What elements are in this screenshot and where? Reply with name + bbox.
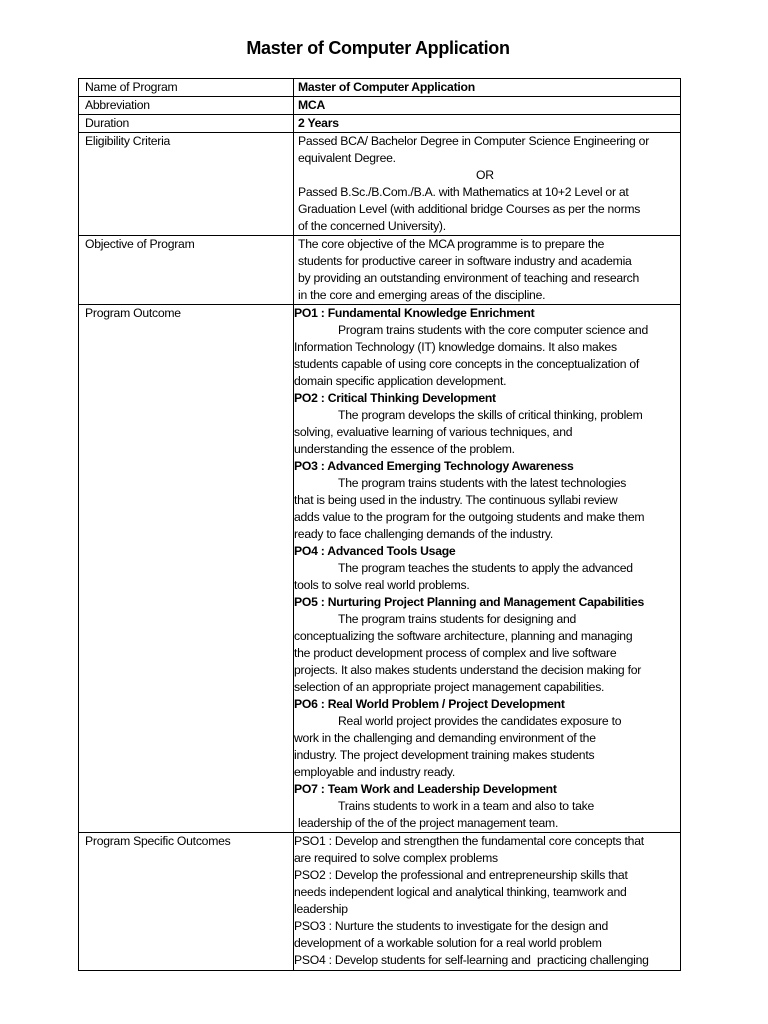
po-heading: PO3 : Advanced Emerging Technology Awareness <box>294 459 574 473</box>
po-line: Trains students to work in a team and also to take <box>338 799 594 813</box>
po-line: Program trains students with the core computer science and <box>338 323 648 337</box>
po-line: conceptualizing the software architecture, planning and managing <box>294 629 633 643</box>
table-row <box>79 97 681 115</box>
po-line: understanding the essence of the problem. <box>294 442 515 456</box>
value-program-outcome <box>294 305 681 833</box>
pso-line: needs independent logical and analytical thinking, teamwork and <box>294 885 627 899</box>
pso-line: are required to solve complex problems <box>294 851 498 865</box>
po-line: projects. It also makes students understand the decision making for <box>294 663 642 677</box>
pso-line: leadership <box>294 902 348 916</box>
pso-line: PSO1 : Develop and strengthen the fundamental core concepts that <box>294 834 644 848</box>
po-heading: PO1 : Fundamental Knowledge Enrichment <box>294 306 535 320</box>
po-body <box>294 713 678 781</box>
po-line: The program trains students for designing and <box>338 612 577 626</box>
po-line: The program trains students with the latest technologies <box>338 476 627 490</box>
eligibility-line: equivalent Degree. <box>298 151 396 165</box>
table-row <box>79 236 681 305</box>
po-heading: PO7 : Team Work and Leadership Development <box>294 782 557 796</box>
eligibility-line: of the concerned University). <box>298 219 446 233</box>
pso-line: PSO4 : Develop students for self-learning and practicing challenging <box>294 953 649 967</box>
eligibility-line: Passed B.Sc./B.Com./B.A. with Mathematics at 10+2 Level or at <box>298 185 629 199</box>
po-line: adds value to the program for the outgoing students and make them <box>294 510 645 524</box>
label-name-of-program: Name of Program <box>79 79 294 97</box>
po-heading: PO6 : Real World Problem / Project Development <box>294 697 565 711</box>
objective-line: The core objective of the MCA programme is to prepare the <box>298 237 605 251</box>
table-row <box>79 833 681 971</box>
po-line: solving, evaluative learning of various techniques, and <box>294 425 573 439</box>
objective-line: students for productive career in software industry and academia <box>298 254 632 268</box>
po-body <box>294 798 678 832</box>
pso-line: PSO3 : Nurture the students to investigate for the design and <box>294 919 609 933</box>
page-title: Master of Computer Application <box>246 38 510 58</box>
program-details-table <box>78 78 681 971</box>
po-body <box>294 560 678 594</box>
pso-line: PSO2 : Develop the professional and entrepreneurship skills that <box>294 868 628 882</box>
label-abbreviation: Abbreviation <box>79 97 294 115</box>
po-line: that is being used in the industry. The continuous syllabi review <box>294 493 618 507</box>
value-program-specific-outcomes <box>294 833 681 971</box>
po-line: work in the challenging and demanding environment of the <box>294 731 596 745</box>
pso-line: development of a workable solution for a real world problem <box>294 936 602 950</box>
po-line: Information Technology (IT) knowledge domains. It also makes <box>294 340 617 354</box>
value-objective <box>294 236 681 305</box>
po-line: domain specific application development. <box>294 374 507 388</box>
po-body <box>294 475 678 543</box>
po-heading: PO2 : Critical Thinking Development <box>294 391 496 405</box>
po-line: students capable of using core concepts in the conceptualization of <box>294 357 640 371</box>
po-line: Real world project provides the candidates exposure to <box>338 714 622 728</box>
po-body <box>294 322 678 390</box>
value-duration: 2 Years <box>294 115 681 133</box>
table-row <box>79 79 681 97</box>
po-line: employable and industry ready. <box>294 765 455 779</box>
po-line: The program teaches the students to apply the advanced <box>338 561 633 575</box>
po-line: ready to face challenging demands of the industry. <box>294 527 553 541</box>
table-row <box>79 133 681 236</box>
label-duration: Duration <box>79 115 294 133</box>
po-line: The program develops the skills of critical thinking, problem <box>338 408 643 422</box>
eligibility-line: Passed BCA/ Bachelor Degree in Computer Science Engineering or <box>298 134 649 148</box>
po-line: tools to solve real world problems. <box>294 578 470 592</box>
value-eligibility <box>294 133 681 236</box>
po-line: selection of an appropriate project management capabilities. <box>294 680 605 694</box>
value-name-of-program: Master of Computer Application <box>294 79 681 97</box>
po-body <box>294 407 678 458</box>
po-line: industry. The project development training makes students <box>294 748 595 762</box>
objective-line: by providing an outstanding environment of teaching and research <box>298 271 640 285</box>
value-abbreviation: MCA <box>294 97 681 115</box>
po-body <box>294 611 678 696</box>
po-line: leadership of the of the project management team. <box>298 816 559 830</box>
po-heading: PO4 : Advanced Tools Usage <box>294 544 456 558</box>
po-heading: PO5 : Nurturing Project Planning and Management Capabilities <box>294 595 645 609</box>
objective-line: in the core and emerging areas of the discipline. <box>298 288 546 302</box>
label-eligibility: Eligibility Criteria <box>79 133 294 236</box>
label-objective: Objective of Program <box>79 236 294 305</box>
table-row <box>79 115 681 133</box>
po-line: the product development process of complex and live software <box>294 646 617 660</box>
label-program-outcome: Program Outcome <box>79 305 294 833</box>
table-row <box>79 305 681 833</box>
eligibility-line: Graduation Level (with additional bridge Courses as per the norms <box>298 202 641 216</box>
eligibility-or: OR <box>476 168 494 182</box>
label-program-specific-outcomes: Program Specific Outcomes <box>79 833 294 971</box>
